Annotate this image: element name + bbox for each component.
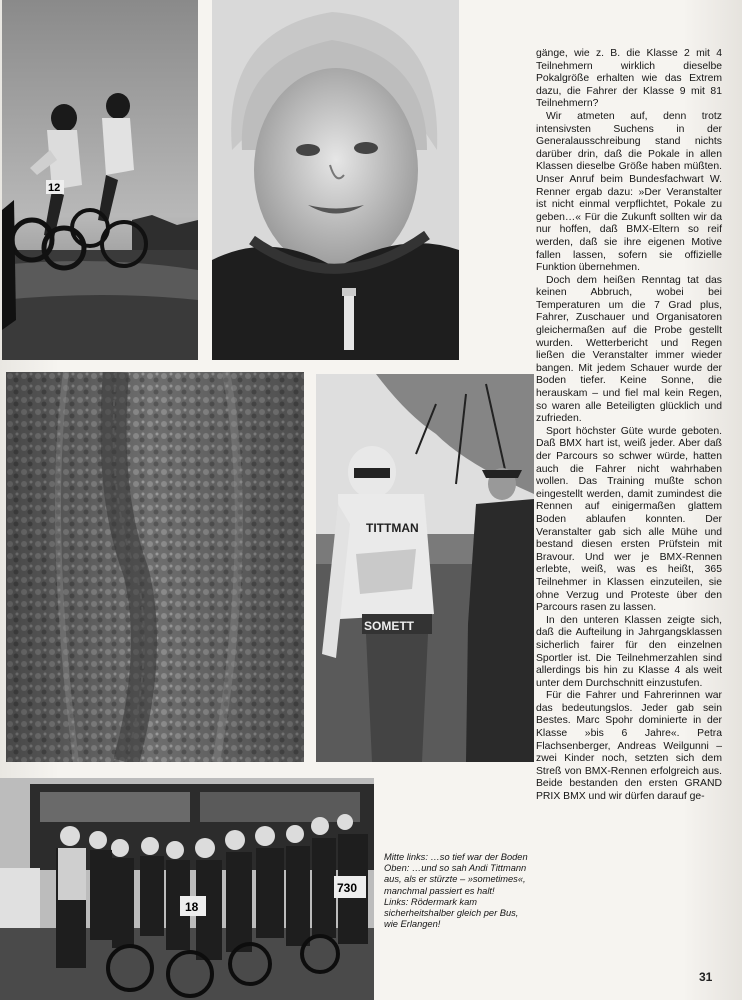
caption-top: Oben: …und so sah Andi Tittmann aus, als er stürzte – »sometimes«, manchmal passiert es halt!	[384, 863, 527, 896]
jersey-name: TITTMAN	[366, 521, 419, 535]
article-paragraph: In den unteren Klassen zeigte sich, daß die Aufteilung in Jahrgangsklassen sicherlich fairer für den einzelnen Sportler ist. Die Teilnehmerzahlen sind allerdings bis hin zu Klasse 4 als weit unter dem Durchschnitt einzustufen.	[536, 614, 722, 689]
photo-bmx-riders	[2, 0, 198, 360]
article-paragraph: Für die Fahrer und Fahrerinnen war das bedeutungslos. Jeder gab sein Bestes. Marc Spohr dominierte in der Klasse »bis 6 Jahre«. Petra Flachsenberger, Andreas Weilgunni – zwei Kinder noch, setzten sich dem Streß von BMX-Rennen erfolgreich aus. Beide bestanden den ersten GRAND PRIX BMX und wir dürfen darauf ge-	[536, 690, 722, 803]
page-number: 31	[699, 970, 713, 984]
pants-sponsor: SOMETT	[364, 619, 414, 633]
article-paragraph: Sport höchster Güte wurde geboten. Daß BMX hart ist, weiß jeder. Aber daß der Parcours so schwer würde, hatten auch die Fahrer nicht wahrhaben wollen. Das Training mußte schon eingestellt werden, damit zumindest die Rennen auf einigermaßen glattem Boden ablaufen konnten. Der Veranstalter gab sich alle Mühe und bestand diesen ersten Prüfstein mit Bravour. Und wer je BMX-Rennen erlebte, weiß, was es heißt, 365 Teilnehmer in Klassen einzuteilen, sie ohne Verzug und Proteste über den Parcours rasen zu lassen.	[536, 425, 722, 614]
rider-number-plate: 12	[48, 182, 61, 194]
photo-mud-tracks	[6, 372, 304, 762]
article-paragraph: Wir atmeten auf, denn trotz intensivsten Suchens in der Generalausschreibung stand nichts darüber drin, daß die Pokale in allen Klassen dieselbe Größe haben müßten. Unser Anruf beim Bundesfachwart W. Renner ergab dazu: »Der Veranstalter ist nicht einmal verpflichtet, Pokale zu geben…« Für die Zukunft sollten wir da nur hoffen, daß BMX-Eltern so reif werden, daß sie ihre eigenen Motive fallen lassen, sofern sie offizielle Funktion übernehmen.	[536, 110, 722, 274]
group-plate-2: 730	[337, 881, 358, 895]
photo-caption	[384, 852, 532, 930]
caption-left: Links: Rödermark kam sicherheitshalber gleich per Bus, wie Erlangen!	[384, 896, 519, 930]
caption-middle-left: Mitte links: …so tief war der Boden	[384, 852, 528, 862]
photo-tittmann	[316, 374, 534, 762]
photo-group-bus	[0, 778, 374, 1000]
article-paragraph: gänge, wie z. B. die Klasse 2 mit 4 Teilnehmern wirklich dieselbe Pokalgröße erhalten wie das Extrem dazu, die Fahrer der Klasse 9 mit 81 Teilnehmern?	[536, 48, 722, 110]
group-plate-1: 18	[185, 900, 199, 914]
article-paragraph: Doch dem heißen Renntag tat das keinen Abbruch, wobei bei Temperaturen um die 7 Grad plus, Fahrer, Zuschauer und Organisatoren gleichermaßen auf die Probe gestellt wurden. Wetterbericht und Regen ließen die Veranstalter immer wieder bangen. Mit jedem Schauer wurde der Boden tiefer. Keine Sonne, die herauskam – und fiel mal kein Regen, so waren alle Beteiligten glücklich und zufrieden.	[536, 274, 722, 425]
article-text-column	[536, 48, 722, 804]
photo-boy-portrait	[212, 0, 459, 360]
